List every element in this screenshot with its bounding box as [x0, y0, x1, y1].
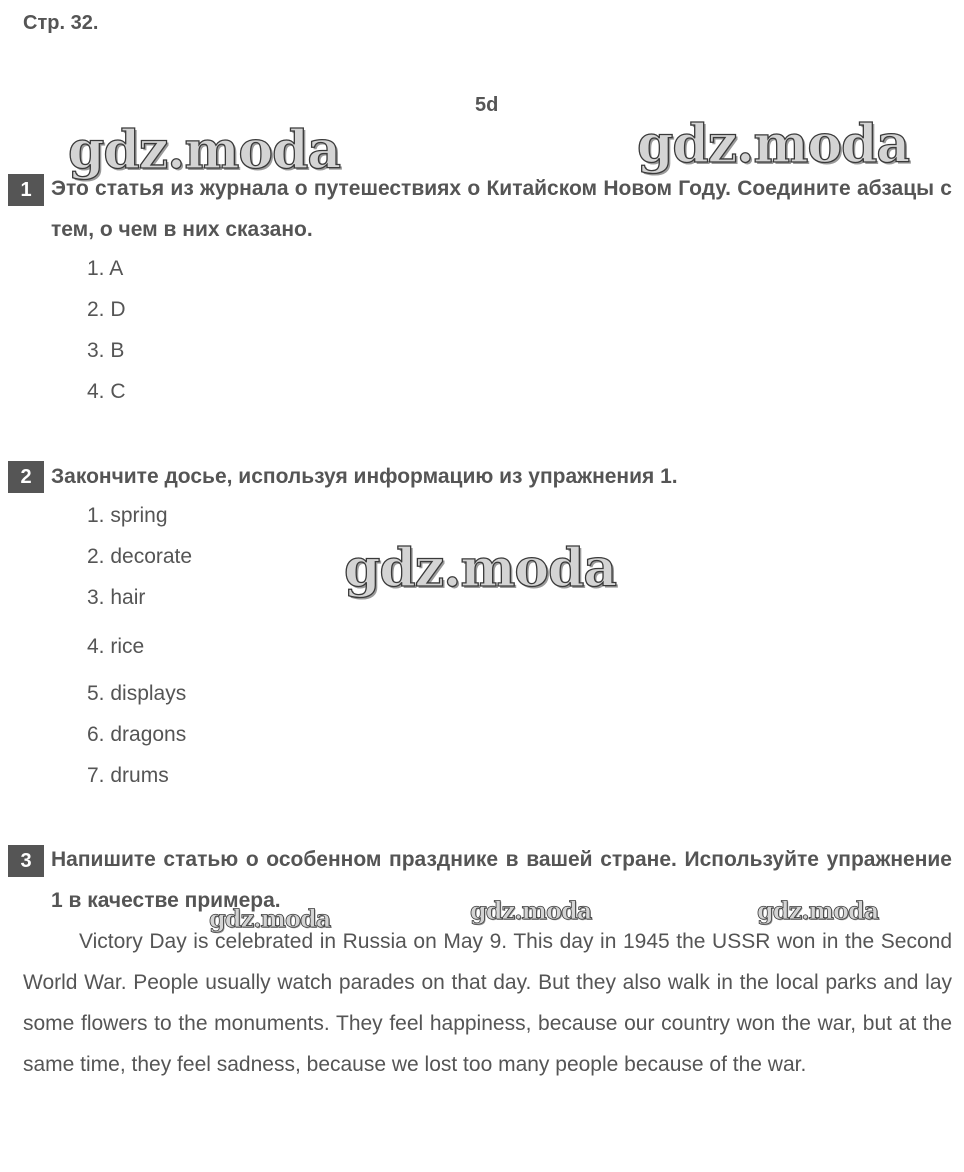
task-instruction: Закончите досье, используя информацию из упражнения 1.: [51, 465, 678, 488]
answer-item: 5. displays: [87, 682, 187, 705]
task-instruction: Это статья из журнала о путешествиях о Китайском Новом Году. Соедините абзацы с тем, о чем в них сказано.: [51, 177, 952, 241]
task-1: [8, 168, 952, 418]
page-reference: Стр. 32.: [23, 12, 99, 34]
answer-item: 1. A: [87, 257, 124, 280]
answer-item: 3. hair: [87, 586, 146, 609]
answer-item: 2. decorate: [87, 545, 193, 568]
answer-item: 4. rice: [87, 635, 145, 658]
watermark-logo: gdz.moda: [637, 114, 910, 175]
watermark-logo: gdz.moda: [470, 896, 592, 925]
answer-item: 1. spring: [87, 504, 168, 527]
task-3: [8, 839, 952, 921]
task-number-badge: 3: [8, 845, 44, 877]
watermark-logo: gdz.moda: [68, 120, 341, 181]
task-instruction: Напишите статью о особенном празднике в вашей стране. Используйте упражнение 1 в качестве примера.: [51, 848, 952, 912]
section-title: 5d: [475, 94, 499, 116]
task-number-badge: 2: [8, 461, 44, 493]
answer-item: 6. dragons: [87, 723, 187, 746]
watermark-logo: gdz.moda: [757, 896, 879, 925]
task-2: [8, 456, 952, 796]
answer-item: 2. D: [87, 298, 126, 321]
answer-item: 3. B: [87, 339, 125, 362]
watermark-logo: gdz.moda: [209, 904, 331, 933]
essay-text: Victory Day is celebrated in Russia on May 9. This day in 1945 the USSR won in the Second World War. People usually watch parades on that day. But they also walk in the local parks and lay some flowers to the monuments. They feel happiness, because our country won the war, but at the same time, they feel sadness, because we lost too many people because of the war.: [23, 930, 952, 1076]
watermark-logo: gdz.moda: [344, 538, 617, 599]
answer-item: 7. drums: [87, 764, 169, 787]
task-number-badge: 1: [8, 174, 44, 206]
answer-item: 4. C: [87, 380, 126, 403]
